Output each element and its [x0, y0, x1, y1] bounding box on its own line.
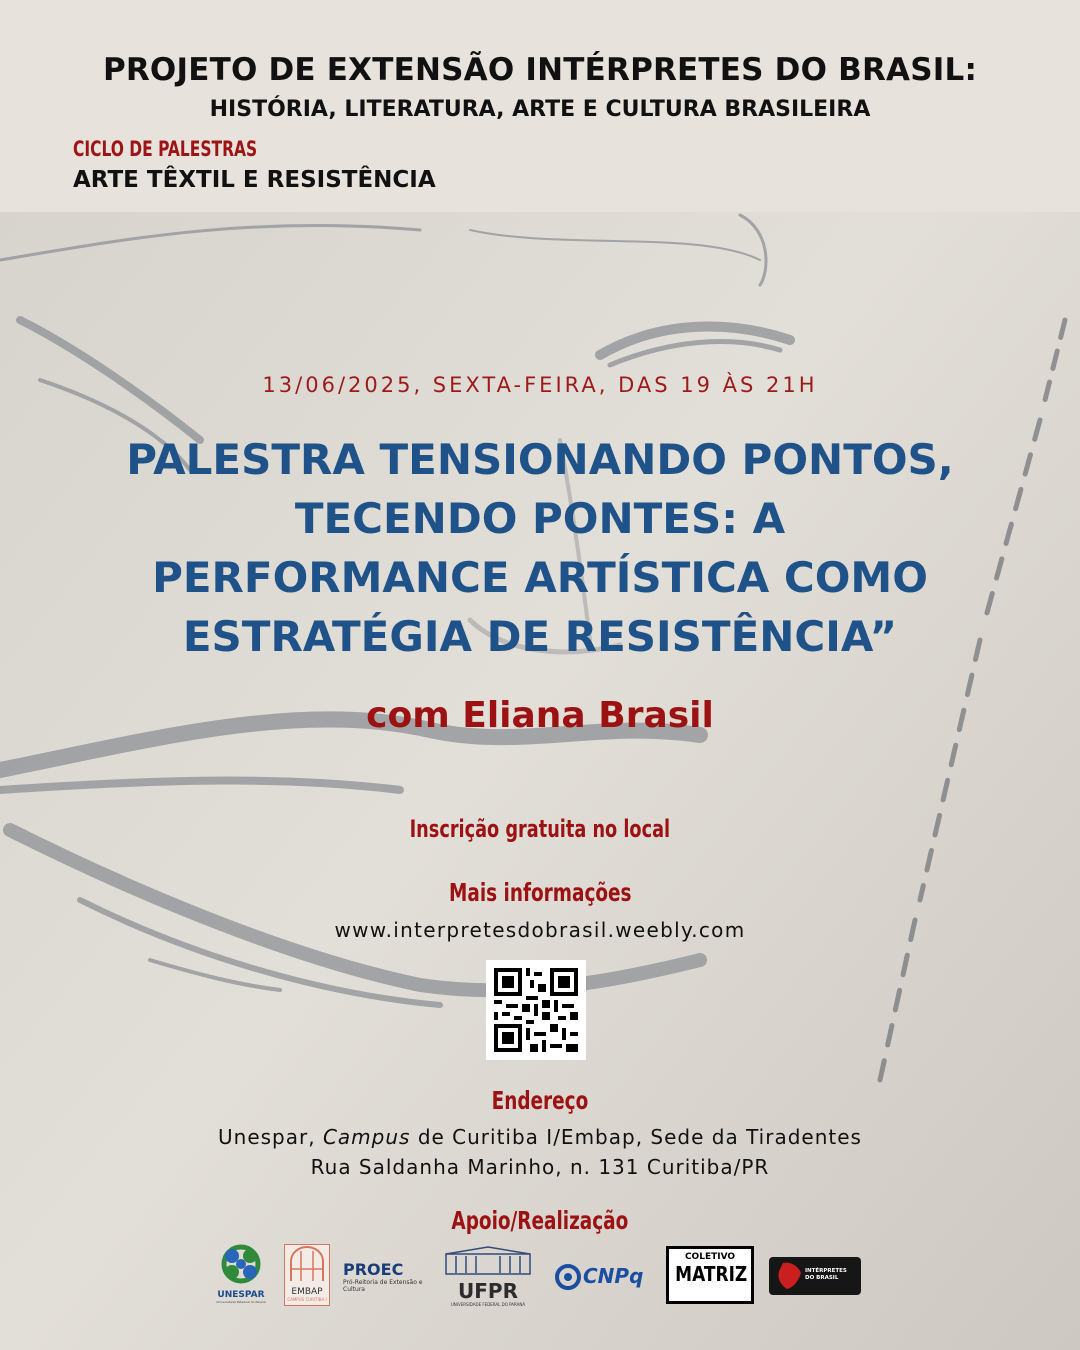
- website-link[interactable]: www.interpretesdobrasil.weebly.com: [334, 918, 746, 942]
- qr-code[interactable]: [486, 960, 586, 1060]
- address-campus: Campus: [322, 1125, 411, 1149]
- support-heading: [0, 1206, 1080, 1235]
- interpretes-label: INTÉRPRETES DO BRASIL: [805, 1268, 847, 1281]
- address-prefix: Unespar,: [218, 1125, 316, 1149]
- cnpq-swirl-icon: [553, 1262, 583, 1292]
- talk-title-line: PALESTRA TENSIONANDO PONTOS,: [126, 435, 954, 484]
- registration-note: [0, 815, 1080, 843]
- matriz-top-label: COLETIVO: [684, 1252, 736, 1262]
- proec-label: PROEC: [343, 1260, 404, 1279]
- address-label: Endereço: [491, 1086, 589, 1115]
- support-label: Apoio/Realização: [451, 1206, 629, 1235]
- unespar-label: UNESPAR: [217, 1290, 265, 1300]
- embap-label: EMBAP: [291, 1287, 323, 1297]
- more-info-text: Mais informações: [448, 878, 632, 907]
- talk-title: [60, 430, 1020, 666]
- project-subtitle: HISTÓRIA, LITERATURA, ARTE E CULTURA BRASILEIRA: [209, 97, 871, 122]
- ufpr-label: UFPR: [458, 1279, 518, 1303]
- proec-logo: [343, 1260, 427, 1304]
- interpretes-logo: [769, 1257, 861, 1295]
- cycle-label: CICLO DE PALESTRAS: [73, 137, 258, 161]
- unespar-sublabel: Universidade Estadual do Paraná: [216, 1300, 266, 1304]
- more-info-heading: [0, 878, 1080, 907]
- sponsor-logos: [0, 1240, 1080, 1310]
- address-suffix: de Curitiba I/Embap, Sede da Tiradentes: [417, 1125, 862, 1149]
- talk-title-line: PERFORMANCE ARTÍSTICA COMO: [152, 553, 928, 602]
- event-date: 13/06/2025, SEXTA-FEIRA, DAS 19 ÀS 21H: [262, 373, 818, 397]
- address-heading: [0, 1086, 1080, 1115]
- cnpq-logo: [553, 1260, 653, 1294]
- proec-sublabel: Pró-Reitoria de Extensão e Cultura: [343, 1279, 423, 1293]
- project-title: PROJETO DE EXTENSÃO INTÉRPRETES DO BRASIL:: [102, 52, 978, 88]
- ufpr-sublabel: UNIVERSIDADE FEDERAL DO PARANÁ: [450, 1302, 526, 1307]
- registration-text: Inscrição gratuita no local: [409, 815, 671, 843]
- embap-arch-icon: [285, 1245, 329, 1283]
- embap-logo: [284, 1244, 330, 1306]
- matriz-label: MATRIZ: [675, 1262, 748, 1286]
- ufpr-logo: [440, 1246, 536, 1308]
- brazil-map-icon: [775, 1261, 803, 1291]
- ufpr-building-icon: [440, 1246, 536, 1276]
- coletivo-matriz-logo: [666, 1246, 754, 1304]
- cycle-theme: ARTE TÊXTIL E RESISTÊNCIA: [73, 167, 436, 193]
- unespar-emblem-icon: [212, 1242, 270, 1286]
- address-line-2: Rua Saldanha Marinho, n. 131 Curitiba/PR: [310, 1155, 770, 1179]
- talk-title-line: TECENDO PONTES: A: [294, 494, 786, 543]
- embap-sublabel: CAMPUS CURITIBA I: [287, 1297, 327, 1302]
- unespar-logo: [212, 1242, 270, 1308]
- address-line-1: [0, 1125, 1080, 1149]
- cnpq-label: CNPq: [583, 1264, 644, 1288]
- talk-title-line: ESTRATÉGIA DE RESISTÊNCIA”: [182, 612, 898, 661]
- speaker-name: com Eliana Brasil: [366, 695, 714, 736]
